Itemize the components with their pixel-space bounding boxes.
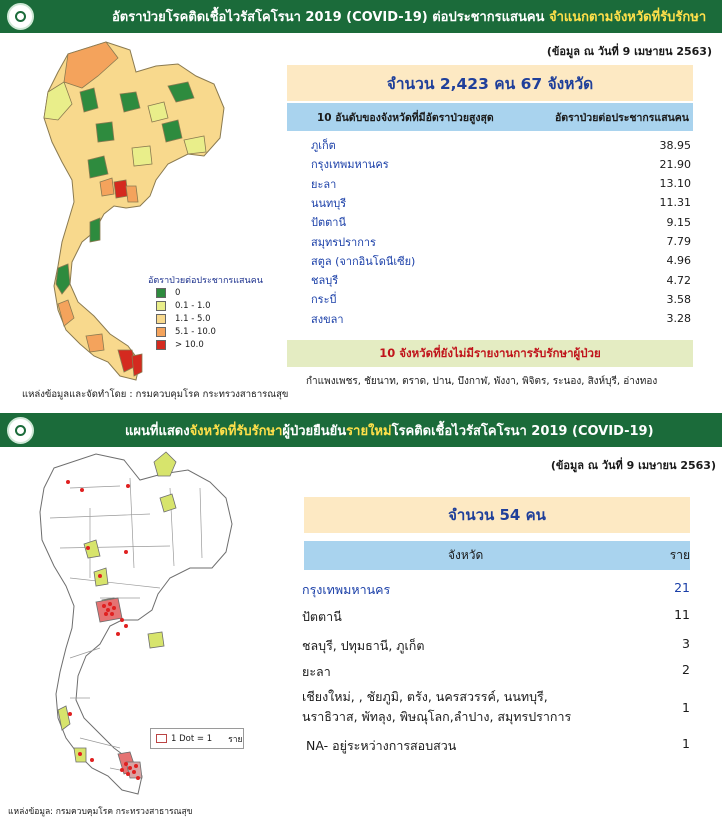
- table-row: [311, 137, 691, 153]
- table-row: [302, 580, 690, 600]
- column-header-province: จังหวัด: [448, 548, 484, 562]
- panel1-date: (ข้อมูล ณ วันที่ 9 เมษายน 2563): [546, 45, 712, 58]
- table-row: [311, 272, 691, 288]
- panel1-header: [0, 0, 722, 33]
- case-count: 3: [682, 636, 690, 651]
- case-count: 11: [674, 607, 690, 622]
- table-row: [311, 291, 691, 307]
- panel2-header: [0, 413, 722, 447]
- rate-value: 9.15: [666, 215, 691, 229]
- rate-legend-item: 0: [156, 288, 180, 298]
- dot-legend-swatch-icon: [156, 734, 167, 743]
- panel1-title-highlight: จำแนกตามจังหวัดที่รับรักษา: [548, 10, 707, 25]
- panel1-source: แหล่งข้อมูลและจัดทำโดย : กรมควบคุมโรค กระทรวงสาธารณสุข: [22, 389, 289, 400]
- rate-value: 38.95: [659, 138, 691, 152]
- table-row: [302, 687, 690, 727]
- table-row: [302, 636, 690, 656]
- table-row: [311, 234, 691, 250]
- province-name: ปัตตานี: [311, 216, 346, 230]
- province-name: สงขลา: [311, 312, 344, 326]
- province-name: ปัตตานี: [302, 609, 342, 624]
- province-name: สมุทรปราการ: [311, 235, 376, 249]
- table-row: [311, 311, 691, 327]
- case-count: 21: [674, 580, 690, 595]
- panel2-summary: จำนวน 54 คน: [304, 497, 690, 533]
- ministry-logo-icon: [7, 3, 34, 30]
- province-name: ภูเก็ต: [311, 139, 336, 152]
- case-count: 1: [682, 700, 690, 715]
- rate-value: 13.10: [659, 177, 691, 191]
- no-report-list: กำแพงเพชร, ชัยนาท, ตราด, ปาน, บึงกาฬ, พังงา, พิจิตร, ระนอง, สิงห์บุรี, อ่างทอง: [306, 376, 658, 387]
- rate-legend-item: > 10.0: [156, 340, 204, 350]
- rate-value: 7.79: [666, 235, 691, 248]
- province-name: นนทบุรี: [311, 196, 347, 210]
- no-report-banner: 10 จังหวัดที่ยังไม่มีรายงานการรับรักษาผู้ป่วย: [287, 340, 693, 367]
- province-name: ยะลา: [302, 664, 331, 679]
- table-row: [311, 214, 691, 230]
- province-name: ยะลา: [311, 177, 337, 191]
- rate-value: 21.90: [659, 157, 691, 171]
- rate-legend-item: 5.1 - 10.0: [156, 327, 216, 337]
- table-row: [306, 736, 690, 756]
- panel1-summary: จำนวน 2,423 คน 67 จังหวัด: [287, 65, 693, 101]
- province-name: นราธิวาส, พัทลุง, พิษณุโลก,ลำปาง, สมุทรปราการ: [302, 709, 572, 724]
- province-name: NA- อยู่ระหว่างการสอบสวน: [306, 738, 457, 753]
- province-name: เชียงใหม่, , ชัยภูมิ, ตรัง, นครสวรรค์, นนทบุรี,: [302, 689, 548, 704]
- rate-value: 4.72: [666, 273, 691, 287]
- table-row: [311, 195, 691, 211]
- ministry-logo-icon: [7, 417, 34, 444]
- rate-legend-title: อัตราป่วยต่อประชากรแสนคน: [148, 276, 263, 286]
- rate-value: 3.58: [666, 292, 691, 306]
- province-name: กระบี่: [311, 293, 337, 307]
- table-row: [311, 156, 691, 172]
- panel2-date: (ข้อมูล ณ วันที่ 9 เมษายน 2563): [550, 459, 716, 472]
- rate-value: 4.96: [666, 254, 691, 268]
- panel1-title: อัตราป่วยโรคติดเชื้อไวรัสโคโรนา 2019 (COVID-19) ต่อประชากรแสนคน จำแนกตามจังหวัดที่รับรักษา: [112, 10, 707, 25]
- panel1-table-header: [287, 103, 693, 131]
- panel2-table-header: [304, 541, 690, 570]
- rate-value: 3.28: [666, 312, 691, 326]
- column-header-count: ราย: [669, 548, 690, 562]
- column-header-province: 10 อันดับของจังหวัดที่มีอัตราป่วยสูงสุด: [317, 111, 494, 124]
- province-name: ชลบุรี: [311, 274, 339, 288]
- table-row: [311, 253, 691, 269]
- column-header-rate: อัตราป่วยต่อประชากรแสนคน: [554, 111, 689, 124]
- case-count: 1: [682, 736, 690, 751]
- table-row: [302, 607, 690, 627]
- table-row: [311, 176, 691, 192]
- table-row: [302, 662, 690, 682]
- province-name: สตูล (จากอินโดนีเซีย): [311, 254, 416, 268]
- rate-value: 11.31: [659, 196, 691, 210]
- rate-legend-item: 0.1 - 1.0: [156, 301, 211, 311]
- province-name: กรุงเทพมหานคร: [302, 582, 391, 597]
- case-count: 2: [682, 662, 690, 677]
- province-name: กรุงเทพมหานคร: [311, 158, 389, 172]
- panel2-source: แหล่งข้อมูล: กรมควบคุมโรค กระทรวงสาธารณสุข: [8, 807, 193, 817]
- province-name: ชลบุรี, ปทุมธานี, ภูเก็ต: [302, 638, 425, 653]
- rate-legend-item: 1.1 - 5.0: [156, 314, 211, 324]
- dot-legend: 1 Dot = 1 ราย: [150, 728, 244, 749]
- panel2-title: แผนที่แสดงจังหวัดที่รับรักษาผู้ป่วยยืนยันรายใหม่โรคติดเชื้อไวรัสโคโรนา 2019 (COVID-19): [125, 423, 654, 439]
